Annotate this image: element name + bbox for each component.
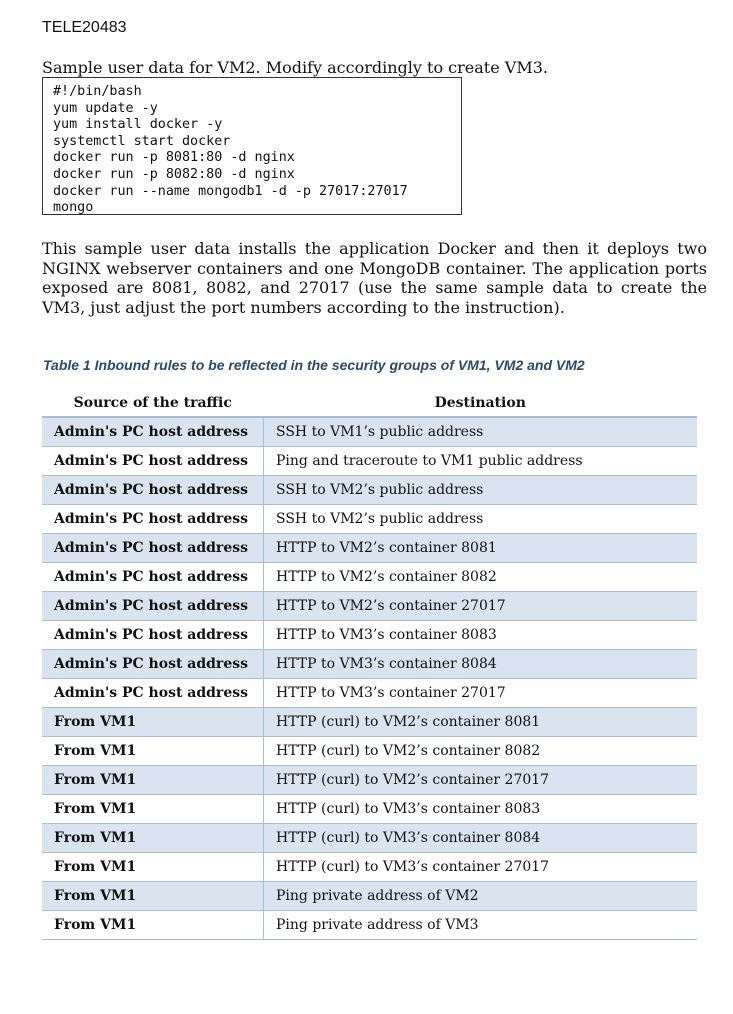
table-body xyxy=(42,417,697,940)
destination-cell: HTTP (curl) to VM3’s container 8083 xyxy=(264,795,698,824)
source-cell: From VM1 xyxy=(42,708,264,737)
code-line: docker run -p 8081:80 -d nginx xyxy=(53,150,295,166)
user-data-code xyxy=(43,78,461,215)
table-row xyxy=(42,708,697,737)
source-cell: Admin's PC host address xyxy=(42,679,264,708)
destination-cell: HTTP (curl) to VM2’s container 27017 xyxy=(264,766,698,795)
table-row xyxy=(42,563,697,592)
source-cell: From VM1 xyxy=(42,766,264,795)
source-cell: Admin's PC host address xyxy=(42,650,264,679)
destination-cell: SSH to VM2’s public address xyxy=(264,476,698,505)
destination-cell: HTTP to VM2’s container 27017 xyxy=(264,592,698,621)
code-line: #!/bin/bash xyxy=(53,84,142,99)
table-caption: Table 1 Inbound rules to be reflected in the security groups of VM1, VM2 and VM2 xyxy=(43,357,585,373)
table-row xyxy=(42,505,697,534)
table-row xyxy=(42,447,697,476)
destination-cell: HTTP to VM3’s container 27017 xyxy=(264,679,698,708)
table-row xyxy=(42,417,697,447)
source-cell: Admin's PC host address xyxy=(42,534,264,563)
intro-text: Sample user data for VM2. Modify accordingly to create VM3. xyxy=(42,58,548,77)
destination-cell: SSH to VM1’s public address xyxy=(264,417,698,447)
destination-cell: HTTP to VM2’s container 8081 xyxy=(264,534,698,563)
table-row xyxy=(42,824,697,853)
code-line: yum install docker -y xyxy=(53,117,223,133)
table-row xyxy=(42,911,697,940)
destination-cell: HTTP to VM3’s container 8084 xyxy=(264,650,698,679)
source-cell: Admin's PC host address xyxy=(42,447,264,476)
destination-cell: HTTP (curl) to VM2’s container 8081 xyxy=(264,708,698,737)
inbound-rules-table xyxy=(42,390,697,940)
source-cell: Admin's PC host address xyxy=(42,592,264,621)
table-row xyxy=(42,476,697,505)
table-row xyxy=(42,621,697,650)
destination-cell: Ping private address of VM3 xyxy=(264,911,698,940)
code-line: docker run -p 8082:80 -d nginx xyxy=(53,166,295,182)
destination-cell: HTTP to VM3’s container 8083 xyxy=(264,621,698,650)
source-cell: Admin's PC host address xyxy=(42,505,264,534)
code-line: systemctl start docker xyxy=(53,133,231,149)
source-cell: From VM1 xyxy=(42,853,264,882)
destination-cell: HTTP (curl) to VM3’s container 27017 xyxy=(264,853,698,882)
table-row xyxy=(42,650,697,679)
table-row xyxy=(42,737,697,766)
source-cell: Admin's PC host address xyxy=(42,417,264,447)
source-cell: Admin's PC host address xyxy=(42,476,264,505)
source-cell: From VM1 xyxy=(42,824,264,853)
destination-cell: SSH to VM2’s public address xyxy=(264,505,698,534)
header-destination: Destination xyxy=(264,390,698,417)
source-cell: From VM1 xyxy=(42,795,264,824)
code-line: yum update -y xyxy=(53,100,158,116)
source-cell: Admin's PC host address xyxy=(42,563,264,592)
table-row xyxy=(42,679,697,708)
destination-cell: HTTP (curl) to VM2’s container 8082 xyxy=(264,737,698,766)
code-line: docker run --name mongodb1 -d -p 27017:27017 xyxy=(53,183,408,199)
destination-cell: Ping and traceroute to VM1 public address xyxy=(264,447,698,476)
source-cell: From VM1 xyxy=(42,737,264,766)
destination-cell: HTTP to VM2’s container 8082 xyxy=(264,563,698,592)
table-row xyxy=(42,853,697,882)
table-row xyxy=(42,795,697,824)
source-cell: Admin's PC host address xyxy=(42,621,264,650)
table-row xyxy=(42,882,697,911)
table-row xyxy=(42,766,697,795)
destination-cell: Ping private address of VM2 xyxy=(264,882,698,911)
source-cell: From VM1 xyxy=(42,882,264,911)
table-header-row xyxy=(42,390,697,417)
description-paragraph: This sample user data installs the application Docker and then it deploys two NGINX webserver containers and one MongoDB container. The application ports exposed are 8081, 8082, and 27017 (use the same sample data to create the VM3, just adjust the port numbers according to the instruction). xyxy=(42,239,707,317)
document-code: TELE20483 xyxy=(42,19,127,36)
code-line: mongo xyxy=(53,200,94,215)
header-source: Source of the traffic xyxy=(42,390,264,417)
destination-cell: HTTP (curl) to VM3’s container 8084 xyxy=(264,824,698,853)
table-row xyxy=(42,592,697,621)
source-cell: From VM1 xyxy=(42,911,264,940)
user-data-code-box xyxy=(42,77,462,215)
table-row xyxy=(42,534,697,563)
